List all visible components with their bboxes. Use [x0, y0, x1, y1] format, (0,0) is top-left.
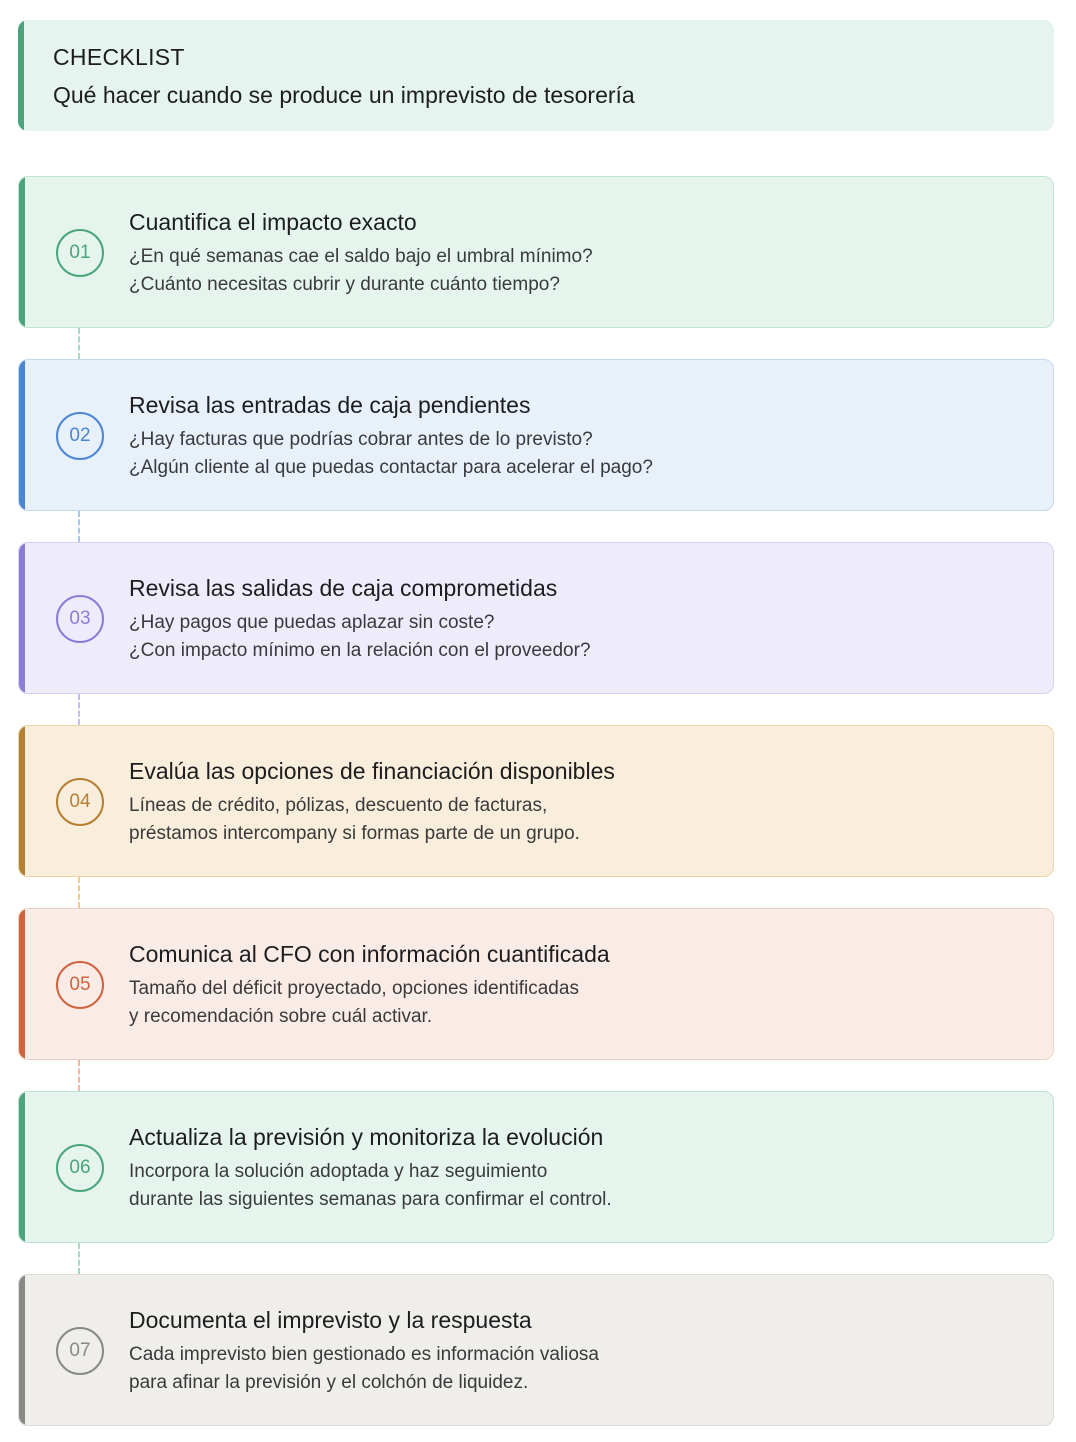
step-number-badge: 03 [56, 595, 104, 643]
step-card-06 [18, 1091, 1054, 1243]
step-title: Evalúa las opciones de financiación disponibles [129, 758, 615, 784]
step-accent-bar [18, 1091, 25, 1243]
header-kicker: CHECKLIST [53, 44, 185, 70]
step-card-07 [18, 1274, 1054, 1426]
step-title: Actualiza la previsión y monitoriza la evolución [129, 1124, 604, 1150]
step-description-line-2: durante las siguientes semanas para confirmar el control. [129, 1189, 612, 1210]
step-number-badge: 05 [56, 961, 104, 1009]
step-description-line-2: ¿Algún cliente al que puedas contactar para acelerar el pago? [129, 457, 653, 478]
header-title: Qué hacer cuando se produce un imprevisto de tesorería [53, 82, 635, 108]
step-description [129, 243, 593, 299]
step-connector [78, 1060, 80, 1091]
step-description [129, 426, 653, 482]
step-description-line-2: préstamos intercompany si formas parte de un grupo. [129, 823, 580, 844]
step-number-badge: 02 [56, 412, 104, 460]
step-card-02 [18, 359, 1054, 511]
step-title: Cuantifica el impacto exacto [129, 209, 417, 235]
step-connector [78, 877, 80, 908]
step-accent-bar [18, 1274, 25, 1426]
step-connector [78, 694, 80, 725]
step-connector [78, 328, 80, 359]
step-description-line-2: ¿Con impacto mínimo en la relación con el proveedor? [129, 640, 591, 661]
step-description [129, 975, 579, 1031]
step-description [129, 1341, 599, 1397]
step-description-line-1: Incorpora la solución adoptada y haz seguimiento [129, 1161, 548, 1182]
step-accent-bar [18, 359, 25, 511]
step-card-01 [18, 176, 1054, 328]
step-number-badge: 04 [56, 778, 104, 826]
step-description-line-2: ¿Cuánto necesitas cubrir y durante cuánto tiempo? [129, 274, 560, 295]
step-connector [78, 1243, 80, 1274]
step-description-line-2: para afinar la previsión y el colchón de liquidez. [129, 1372, 529, 1393]
step-description-line-1: ¿Hay pagos que puedas aplazar sin coste? [129, 612, 495, 633]
step-title: Revisa las entradas de caja pendientes [129, 392, 531, 418]
header-accent-bar [18, 20, 24, 131]
step-number-badge: 06 [56, 1144, 104, 1192]
step-number-badge: 07 [56, 1327, 104, 1375]
step-description [129, 792, 580, 848]
step-description [129, 1158, 612, 1214]
step-number-badge: 01 [56, 229, 104, 277]
step-accent-bar [18, 176, 25, 328]
checklist-header [18, 20, 1054, 131]
step-card-03 [18, 542, 1054, 694]
step-description-line-1: Cada imprevisto bien gestionado es información valiosa [129, 1344, 599, 1365]
step-description-line-1: Tamaño del déficit proyectado, opciones identificadas [129, 978, 579, 999]
step-title: Revisa las salidas de caja comprometidas [129, 575, 558, 601]
step-description-line-2: y recomendación sobre cuál activar. [129, 1006, 433, 1027]
step-title: Comunica al CFO con información cuantificada [129, 941, 610, 967]
step-description-line-1: Líneas de crédito, pólizas, descuento de facturas, [129, 795, 548, 816]
step-card-04 [18, 725, 1054, 877]
step-accent-bar [18, 908, 25, 1060]
step-description-line-1: ¿Hay facturas que podrías cobrar antes de lo previsto? [129, 429, 593, 450]
step-accent-bar [18, 725, 25, 877]
step-connector [78, 511, 80, 542]
step-description [129, 609, 591, 665]
step-description-line-1: ¿En qué semanas cae el saldo bajo el umbral mínimo? [129, 246, 593, 267]
step-card-05 [18, 908, 1054, 1060]
step-accent-bar [18, 542, 25, 694]
step-title: Documenta el imprevisto y la respuesta [129, 1307, 532, 1333]
